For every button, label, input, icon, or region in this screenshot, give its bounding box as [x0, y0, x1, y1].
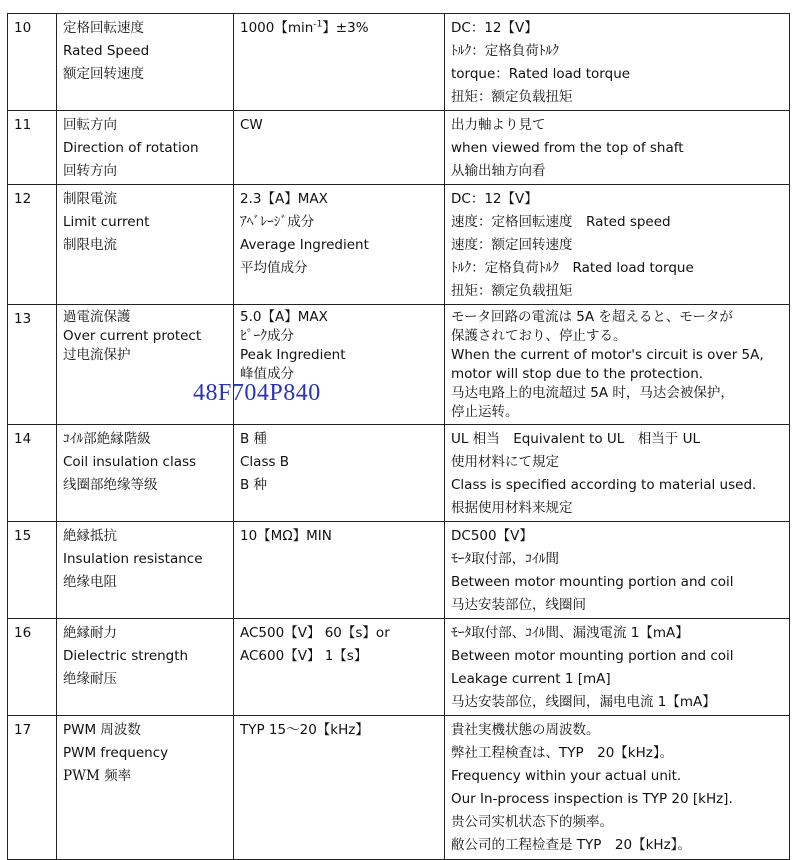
- item-name-cell: [57, 716, 234, 860]
- item-name-cell-line: Over current protect: [63, 328, 202, 344]
- spec-value-cell-line: B 種: [240, 431, 268, 447]
- condition-cell-line: DC：12【V】: [451, 191, 538, 207]
- spec-table: [7, 13, 790, 860]
- item-name-cell-line: Direction of rotation: [63, 140, 199, 156]
- condition-cell-line: DC500【V】: [451, 528, 533, 544]
- item-name-cell-line: 絶縁抵抗: [63, 528, 117, 544]
- item-name-cell-line: 制限電流: [63, 191, 117, 207]
- condition-cell: [445, 522, 790, 619]
- row-number: 13: [8, 305, 57, 425]
- item-name-cell-line: 過電流保護: [63, 309, 131, 325]
- speed-exponent: -1: [313, 19, 323, 30]
- condition-cell-line: 出力軸より見て: [451, 117, 546, 133]
- row-number: 16: [8, 619, 57, 716]
- item-name-cell-line: 絶縁耐力: [63, 625, 117, 641]
- row-number: 15: [8, 522, 57, 619]
- spec-value-cell-line: 5.0【A】MAX: [240, 309, 328, 325]
- condition-cell-line: UL 相当 Equivalent to UL 相当于 UL: [451, 431, 700, 447]
- condition-cell-line: 从输出轴方向看: [451, 163, 546, 179]
- condition-cell-line: when viewed from the top of shaft: [451, 140, 684, 156]
- row-number: 14: [8, 425, 57, 522]
- item-name-cell: [57, 14, 234, 111]
- spec-value-cell-line: 2.3【A】MAX: [240, 191, 328, 207]
- watermark-code: 48F704P840: [193, 380, 321, 406]
- item-name-cell: [57, 619, 234, 716]
- spec-row-15: [8, 522, 790, 619]
- item-name-cell-line: Dielectric strength: [63, 648, 189, 664]
- row-number: 12: [8, 185, 57, 305]
- condition-cell-line: 马达安装部位，线圈间，漏电电流 1【mA】: [451, 694, 716, 710]
- spec-row-13: [8, 305, 790, 425]
- condition-cell-line: ﾓｰﾀ取付部，ｺｲﾙ間: [451, 551, 559, 567]
- spec-row-14: [8, 425, 790, 522]
- spec-table-body: [8, 14, 790, 860]
- spec-value-cell: [234, 619, 445, 716]
- condition-cell-line: 保護されており、停止する。: [451, 328, 627, 344]
- item-name-cell-line: 回转方向: [63, 163, 117, 179]
- condition-cell-line: Between motor mounting portion and coil: [451, 574, 734, 590]
- item-name-cell: [57, 185, 234, 305]
- condition-cell-line: モータ回路の電流は 5A を超えると、モータが: [451, 309, 733, 325]
- condition-cell-line: 马达安装部位，线圈间: [451, 597, 586, 613]
- condition-cell-line: 停止运转。: [451, 404, 519, 420]
- condition-cell-line: 敝公司的工程检查是 TYP 20【kHz】。: [451, 837, 691, 853]
- spec-value-cell-line: ﾋﾟｰｸ成分: [240, 328, 294, 344]
- spec-value-cell: [234, 14, 445, 111]
- condition-cell-line: 使用材料にて規定: [451, 454, 559, 470]
- condition-cell: [445, 185, 790, 305]
- item-name-cell-line: 额定回转速度: [63, 66, 144, 82]
- condition-cell-line: 马达电路上的电流超过 5A 时，马达会被保护，: [451, 385, 734, 401]
- condition-cell-line: 貴社実機状態の周波数。: [451, 722, 600, 738]
- spec-value-cell-line: B 种: [240, 477, 268, 493]
- condition-cell-line: 根据使用材料来规定: [451, 500, 573, 516]
- item-name-cell-line: Insulation resistance: [63, 551, 203, 567]
- row-number: 11: [8, 111, 57, 185]
- spec-value-cell-line: AC500【V】 60【s】or: [240, 625, 390, 641]
- item-name-cell-line: Rated Speed: [63, 43, 150, 59]
- condition-cell-line: Class is specified according to material used.: [451, 477, 757, 493]
- spec-row-16: [8, 619, 790, 716]
- item-name-cell-line: ｺｲﾙ部絶縁階級: [63, 431, 151, 447]
- spec-row-12: [8, 185, 790, 305]
- condition-cell-line: torque：Rated load torque: [451, 66, 631, 82]
- spec-value-cell-line: Average Ingredient: [240, 237, 369, 253]
- condition-cell: [445, 111, 790, 185]
- spec-value-cell-line: TYP 15～20【kHz】: [240, 722, 369, 738]
- condition-cell: [445, 619, 790, 716]
- spec-value-cell-line: AC600【V】 1【s】: [240, 648, 368, 664]
- item-name-cell-line: PWM 周波数: [63, 722, 141, 738]
- condition-cell-line: Frequency within your actual unit.: [451, 768, 682, 784]
- spec-value-cell-line: [240, 17, 438, 40]
- spec-value-cell-line: CW: [240, 117, 263, 133]
- item-name-cell: [57, 111, 234, 185]
- spec-value-cell-line: Peak Ingredient: [240, 347, 346, 363]
- item-name-cell-line: 线圈部绝缘等级: [63, 477, 158, 493]
- condition-cell-line: Leakage current 1 [mA]: [451, 671, 611, 687]
- spec-value-cell: [234, 111, 445, 185]
- condition-cell-line: 速度：定格回転速度 Rated speed: [451, 214, 671, 230]
- condition-cell-line: DC：12【V】: [451, 20, 538, 36]
- item-name-cell-line: Coil insulation class: [63, 454, 197, 470]
- condition-cell-line: Our In-process inspection is TYP 20 [kHz].: [451, 791, 733, 807]
- condition-cell: [445, 425, 790, 522]
- spec-row-17: [8, 716, 790, 860]
- spec-value-cell-line: 平均值成分: [240, 260, 308, 276]
- spec-value-cell-line: Class B: [240, 454, 290, 470]
- spec-value-cell: [234, 425, 445, 522]
- spec-row-11: [8, 111, 790, 185]
- item-name-cell-line: PWM frequency: [63, 745, 169, 761]
- spec-value-cell: [234, 522, 445, 619]
- speed-value: 1000【min: [240, 20, 314, 36]
- item-name-cell-line: 回転方向: [63, 117, 117, 133]
- condition-cell: [445, 305, 790, 425]
- item-name-cell-line: 绝缘电阻: [63, 574, 117, 590]
- item-name-cell-line: PWM 频率: [63, 768, 132, 784]
- condition-cell-line: ﾄﾙｸ：定格負荷ﾄﾙｸ: [451, 43, 559, 59]
- speed-tolerance: 】±3%: [322, 20, 369, 36]
- item-name-cell: [57, 425, 234, 522]
- spec-value-cell-line: ｱﾍﾞﾚｰｼﾞ成分: [240, 214, 315, 230]
- item-name-cell-line: 制限电流: [63, 237, 117, 253]
- spec-value-cell-line: 峰值成分: [240, 366, 294, 382]
- condition-cell-line: 速度：额定回转速度: [451, 237, 573, 253]
- condition-cell-line: Between motor mounting portion and coil: [451, 648, 734, 664]
- item-name-cell: [57, 522, 234, 619]
- item-name-cell-line: 定格回転速度: [63, 20, 144, 36]
- item-name-cell-line: Limit current: [63, 214, 150, 230]
- condition-cell: [445, 716, 790, 860]
- spec-row-10: [8, 14, 790, 111]
- condition-cell-line: 弊社工程検査は、TYP 20【kHz】。: [451, 745, 674, 761]
- condition-cell: [445, 14, 790, 111]
- row-number: 10: [8, 14, 57, 111]
- condition-cell-line: ﾄﾙｸ：定格負荷ﾄﾙｸ Rated load torque: [451, 260, 694, 276]
- spec-value-cell-line: 10【MΩ】MIN: [240, 528, 332, 544]
- item-name-cell-line: 过电流保护: [63, 347, 131, 363]
- condition-cell-line: When the current of motor's circuit is over 5A,: [451, 347, 764, 363]
- condition-cell-line: 扭矩：额定负载扭矩: [451, 283, 573, 299]
- condition-cell-line: 贵公司实机状态下的频率。: [451, 814, 613, 830]
- spec-value-cell: [234, 716, 445, 860]
- condition-cell-line: 扭矩：额定负载扭矩: [451, 89, 573, 105]
- row-number: 17: [8, 716, 57, 860]
- condition-cell-line: motor will stop due to the protection.: [451, 366, 704, 382]
- spec-value-cell: [234, 185, 445, 305]
- condition-cell-line: ﾓｰﾀ取付部、ｺｲﾙ間、漏洩電流 1【mA】: [451, 625, 689, 641]
- item-name-cell-line: 绝缘耐压: [63, 671, 117, 687]
